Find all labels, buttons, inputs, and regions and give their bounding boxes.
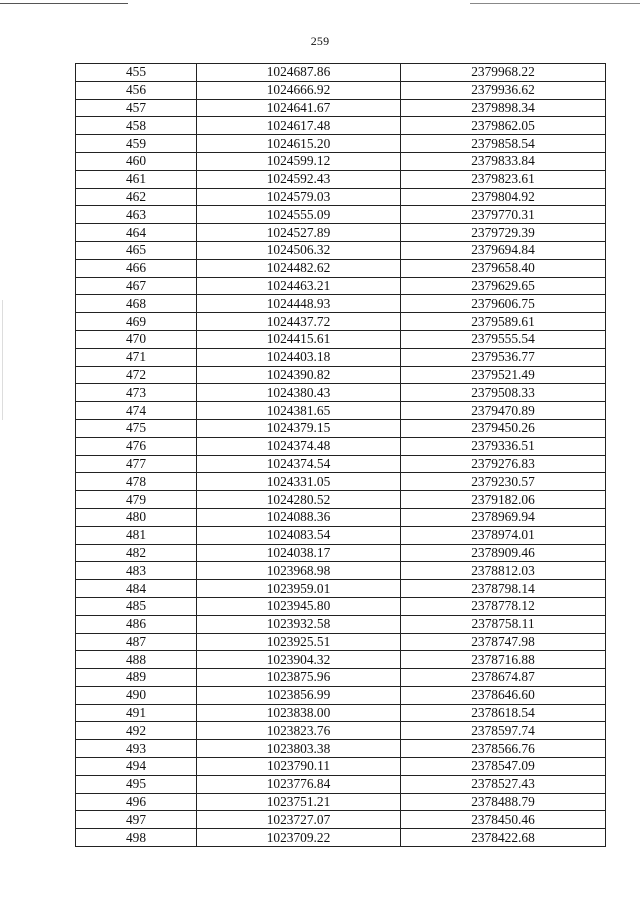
point-number-cell: 465: [76, 241, 197, 259]
y-coordinate-cell: 2378527.43: [401, 775, 606, 793]
point-number-cell: 466: [76, 259, 197, 277]
x-coordinate-cell: 1024280.52: [197, 491, 401, 509]
table-row: [76, 295, 606, 313]
y-coordinate-cell: 2378798.14: [401, 580, 606, 598]
y-coordinate-cell: 2379336.51: [401, 437, 606, 455]
x-coordinate-cell: 1024038.17: [197, 544, 401, 562]
point-number-cell: 496: [76, 793, 197, 811]
y-coordinate-cell: 2378618.54: [401, 704, 606, 722]
y-coordinate-cell: 2379694.84: [401, 241, 606, 259]
x-coordinate-cell: 1023968.98: [197, 562, 401, 580]
top-rule-right: [470, 3, 640, 4]
point-number-cell: 488: [76, 651, 197, 669]
x-coordinate-cell: 1024599.12: [197, 152, 401, 170]
table-row: [76, 348, 606, 366]
table-row: [76, 669, 606, 687]
y-coordinate-cell: 2378969.94: [401, 508, 606, 526]
point-number-cell: 495: [76, 775, 197, 793]
point-number-cell: 468: [76, 295, 197, 313]
top-rule-left: [0, 3, 128, 4]
x-coordinate-cell: 1024374.48: [197, 437, 401, 455]
y-coordinate-cell: 2378422.68: [401, 829, 606, 847]
table-row: [76, 580, 606, 598]
y-coordinate-cell: 2378747.98: [401, 633, 606, 651]
y-coordinate-cell: 2379862.05: [401, 117, 606, 135]
x-coordinate-cell: 1024374.54: [197, 455, 401, 473]
point-number-cell: 474: [76, 402, 197, 420]
table-row: [76, 597, 606, 615]
point-number-cell: 478: [76, 473, 197, 491]
x-coordinate-cell: 1024448.93: [197, 295, 401, 313]
point-number-cell: 498: [76, 829, 197, 847]
y-coordinate-cell: 2379450.26: [401, 419, 606, 437]
x-coordinate-cell: 1024403.18: [197, 348, 401, 366]
x-coordinate-cell: 1023823.76: [197, 722, 401, 740]
y-coordinate-cell: 2378646.60: [401, 686, 606, 704]
table-row: [76, 99, 606, 117]
point-number-cell: 469: [76, 313, 197, 331]
scan-artifact: [2, 300, 3, 420]
point-number-cell: 473: [76, 384, 197, 402]
y-coordinate-cell: 2378488.79: [401, 793, 606, 811]
x-coordinate-cell: 1024617.48: [197, 117, 401, 135]
x-coordinate-cell: 1023856.99: [197, 686, 401, 704]
point-number-cell: 487: [76, 633, 197, 651]
x-coordinate-cell: 1024482.62: [197, 259, 401, 277]
x-coordinate-cell: 1024687.86: [197, 64, 401, 82]
point-number-cell: 464: [76, 224, 197, 242]
table-row: [76, 544, 606, 562]
table-row: [76, 152, 606, 170]
x-coordinate-cell: 1024380.43: [197, 384, 401, 402]
table-row: [76, 402, 606, 420]
point-number-cell: 476: [76, 437, 197, 455]
point-number-cell: 470: [76, 330, 197, 348]
x-coordinate-cell: 1023803.38: [197, 740, 401, 758]
point-number-cell: 462: [76, 188, 197, 206]
table-row: [76, 704, 606, 722]
x-coordinate-cell: 1024666.92: [197, 81, 401, 99]
y-coordinate-cell: 2379555.54: [401, 330, 606, 348]
table-row: [76, 419, 606, 437]
y-coordinate-cell: 2378674.87: [401, 669, 606, 687]
y-coordinate-cell: 2379606.75: [401, 295, 606, 313]
y-coordinate-cell: 2378597.74: [401, 722, 606, 740]
x-coordinate-cell: 1023875.96: [197, 669, 401, 687]
table-row: [76, 170, 606, 188]
table-row: [76, 366, 606, 384]
table-row: [76, 206, 606, 224]
y-coordinate-cell: 2379521.49: [401, 366, 606, 384]
y-coordinate-cell: 2379858.54: [401, 135, 606, 153]
point-number-cell: 461: [76, 170, 197, 188]
table-row: [76, 758, 606, 776]
y-coordinate-cell: 2379230.57: [401, 473, 606, 491]
x-coordinate-cell: 1023904.32: [197, 651, 401, 669]
x-coordinate-cell: 1023751.21: [197, 793, 401, 811]
table-row: [76, 508, 606, 526]
table-row: [76, 259, 606, 277]
point-number-cell: 475: [76, 419, 197, 437]
table-row: [76, 277, 606, 295]
y-coordinate-cell: 2379470.89: [401, 402, 606, 420]
x-coordinate-cell: 1024506.32: [197, 241, 401, 259]
y-coordinate-cell: 2379276.83: [401, 455, 606, 473]
x-coordinate-cell: 1024331.05: [197, 473, 401, 491]
y-coordinate-cell: 2378974.01: [401, 526, 606, 544]
point-number-cell: 471: [76, 348, 197, 366]
x-coordinate-cell: 1024381.65: [197, 402, 401, 420]
table-row: [76, 64, 606, 82]
table-row: [76, 437, 606, 455]
point-number-cell: 477: [76, 455, 197, 473]
point-number-cell: 491: [76, 704, 197, 722]
y-coordinate-cell: 2378716.88: [401, 651, 606, 669]
y-coordinate-cell: 2378812.03: [401, 562, 606, 580]
y-coordinate-cell: 2378566.76: [401, 740, 606, 758]
x-coordinate-cell: 1023932.58: [197, 615, 401, 633]
table-row: [76, 686, 606, 704]
y-coordinate-cell: 2379804.92: [401, 188, 606, 206]
y-coordinate-cell: 2379729.39: [401, 224, 606, 242]
point-number-cell: 493: [76, 740, 197, 758]
y-coordinate-cell: 2379182.06: [401, 491, 606, 509]
x-coordinate-cell: 1023925.51: [197, 633, 401, 651]
y-coordinate-cell: 2379770.31: [401, 206, 606, 224]
x-coordinate-cell: 1024415.61: [197, 330, 401, 348]
point-number-cell: 482: [76, 544, 197, 562]
point-number-cell: 472: [76, 366, 197, 384]
table-row: [76, 811, 606, 829]
table-row: [76, 224, 606, 242]
page-number: 259: [310, 34, 330, 48]
point-number-cell: 485: [76, 597, 197, 615]
point-number-cell: 492: [76, 722, 197, 740]
x-coordinate-cell: 1023709.22: [197, 829, 401, 847]
table-row: [76, 313, 606, 331]
x-coordinate-cell: 1024083.54: [197, 526, 401, 544]
x-coordinate-cell: 1024379.15: [197, 419, 401, 437]
table-row: [76, 135, 606, 153]
table-row: [76, 829, 606, 847]
table-row: [76, 526, 606, 544]
table-row: [76, 775, 606, 793]
point-number-cell: 460: [76, 152, 197, 170]
point-number-cell: 463: [76, 206, 197, 224]
point-number-cell: 484: [76, 580, 197, 598]
y-coordinate-cell: 2379968.22: [401, 64, 606, 82]
table-row: [76, 384, 606, 402]
table-row: [76, 473, 606, 491]
point-number-cell: 494: [76, 758, 197, 776]
x-coordinate-cell: 1024390.82: [197, 366, 401, 384]
x-coordinate-cell: 1024463.21: [197, 277, 401, 295]
table-row: [76, 651, 606, 669]
table-row: [76, 793, 606, 811]
table-row: [76, 633, 606, 651]
y-coordinate-cell: 2378909.46: [401, 544, 606, 562]
point-number-cell: 459: [76, 135, 197, 153]
point-number-cell: 457: [76, 99, 197, 117]
point-number-cell: 458: [76, 117, 197, 135]
table-row: [76, 562, 606, 580]
point-number-cell: 479: [76, 491, 197, 509]
table-row: [76, 330, 606, 348]
coordinates-table-body: [76, 64, 606, 847]
x-coordinate-cell: 1024641.67: [197, 99, 401, 117]
table-row: [76, 241, 606, 259]
table-row: [76, 188, 606, 206]
x-coordinate-cell: 1024592.43: [197, 170, 401, 188]
x-coordinate-cell: 1023959.01: [197, 580, 401, 598]
table-row: [76, 455, 606, 473]
x-coordinate-cell: 1024527.89: [197, 224, 401, 242]
y-coordinate-cell: 2379833.84: [401, 152, 606, 170]
y-coordinate-cell: 2379936.62: [401, 81, 606, 99]
x-coordinate-cell: 1024579.03: [197, 188, 401, 206]
y-coordinate-cell: 2379508.33: [401, 384, 606, 402]
x-coordinate-cell: 1023790.11: [197, 758, 401, 776]
y-coordinate-cell: 2379536.77: [401, 348, 606, 366]
y-coordinate-cell: 2378758.11: [401, 615, 606, 633]
y-coordinate-cell: 2378778.12: [401, 597, 606, 615]
y-coordinate-cell: 2379898.34: [401, 99, 606, 117]
table-row: [76, 117, 606, 135]
x-coordinate-cell: 1024437.72: [197, 313, 401, 331]
x-coordinate-cell: 1023776.84: [197, 775, 401, 793]
point-number-cell: 483: [76, 562, 197, 580]
x-coordinate-cell: 1024088.36: [197, 508, 401, 526]
point-number-cell: 455: [76, 64, 197, 82]
y-coordinate-cell: 2379823.61: [401, 170, 606, 188]
point-number-cell: 480: [76, 508, 197, 526]
table-row: [76, 81, 606, 99]
point-number-cell: 497: [76, 811, 197, 829]
x-coordinate-cell: 1023727.07: [197, 811, 401, 829]
point-number-cell: 456: [76, 81, 197, 99]
x-coordinate-cell: 1024555.09: [197, 206, 401, 224]
table-row: [76, 740, 606, 758]
x-coordinate-cell: 1023838.00: [197, 704, 401, 722]
x-coordinate-cell: 1023945.80: [197, 597, 401, 615]
y-coordinate-cell: 2379589.61: [401, 313, 606, 331]
point-number-cell: 489: [76, 669, 197, 687]
point-number-cell: 481: [76, 526, 197, 544]
point-number-cell: 467: [76, 277, 197, 295]
table-row: [76, 491, 606, 509]
y-coordinate-cell: 2378547.09: [401, 758, 606, 776]
x-coordinate-cell: 1024615.20: [197, 135, 401, 153]
table-row: [76, 615, 606, 633]
y-coordinate-cell: 2378450.46: [401, 811, 606, 829]
coordinates-table: [75, 63, 606, 847]
y-coordinate-cell: 2379629.65: [401, 277, 606, 295]
table-row: [76, 722, 606, 740]
point-number-cell: 490: [76, 686, 197, 704]
y-coordinate-cell: 2379658.40: [401, 259, 606, 277]
point-number-cell: 486: [76, 615, 197, 633]
